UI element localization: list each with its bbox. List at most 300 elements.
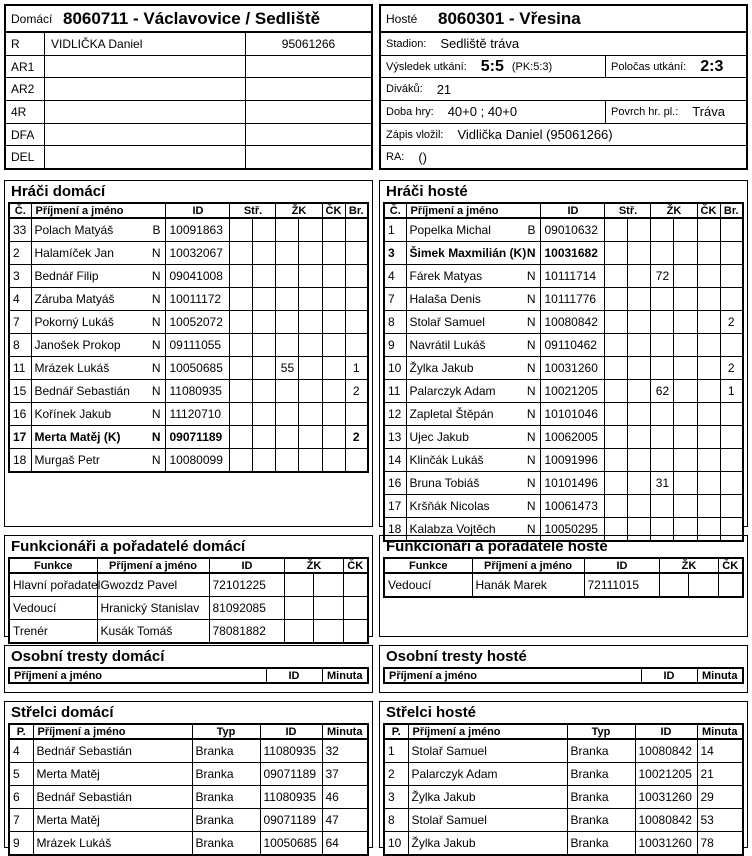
scorer-row <box>9 786 368 809</box>
official-id: 81092085 <box>209 597 285 620</box>
player-zk2 <box>299 288 322 311</box>
official-role: Vedoucí <box>384 573 472 597</box>
player-name: Záruba Matyáš <box>34 292 115 306</box>
player-id: 10091996 <box>541 449 605 472</box>
col-header-minute: Minuta <box>697 668 743 683</box>
player-name-cell <box>406 426 541 449</box>
player-str2 <box>628 380 651 403</box>
player-name-cell <box>31 334 166 357</box>
player-name-cell <box>31 242 166 265</box>
player-br <box>345 288 368 311</box>
player-position: N <box>526 246 536 260</box>
player-str1 <box>605 357 628 380</box>
player-name: Halaša Denis <box>409 292 481 306</box>
ra-value: () <box>418 149 428 165</box>
player-position: N <box>151 430 161 444</box>
player-row <box>384 242 743 265</box>
scorer-name: Mrázek Lukáš <box>33 832 192 856</box>
players-guest-panel <box>379 180 748 536</box>
player-name-cell <box>406 311 541 334</box>
player-str1 <box>605 218 628 242</box>
player-br <box>345 403 368 426</box>
player-name-cell <box>31 218 166 242</box>
official-zk2 <box>314 597 343 620</box>
col-header-minute: Minuta <box>697 724 743 739</box>
player-position: N <box>526 453 536 467</box>
player-zk2 <box>299 449 322 473</box>
spectators-value: 21 <box>436 81 452 97</box>
player-ck <box>697 357 720 380</box>
col-header-str: Stř. <box>230 203 276 218</box>
player-zk1: 55 <box>276 357 299 380</box>
player-str1 <box>230 426 253 449</box>
player-id: 10031260 <box>541 357 605 380</box>
col-header-p: P. <box>9 724 33 739</box>
player-name-cell <box>406 403 541 426</box>
player-str2 <box>253 426 276 449</box>
scorer-minute: 14 <box>697 739 743 763</box>
player-position: N <box>526 476 536 490</box>
player-row <box>9 449 368 473</box>
col-header-id: ID <box>641 668 697 683</box>
scorers-guest-panel <box>379 701 748 848</box>
scorer-order: 8 <box>384 809 408 832</box>
player-id: 10101046 <box>541 403 605 426</box>
player-ck <box>322 288 345 311</box>
referee-id <box>246 78 371 100</box>
player-row <box>384 218 743 242</box>
stadium-label: Stadion: <box>386 37 427 50</box>
col-header-name: Příjmení a jméno <box>97 558 209 573</box>
player-name: Zapletal Štěpán <box>409 407 494 421</box>
player-position: B <box>527 223 536 237</box>
player-str1 <box>230 242 253 265</box>
col-header-ck: ČK <box>322 203 345 218</box>
col-header-typ: Typ <box>192 724 260 739</box>
scorer-id: 10021205 <box>635 763 697 786</box>
player-zk2 <box>299 311 322 334</box>
col-header-id: ID <box>260 724 322 739</box>
scorer-minute: 78 <box>697 832 743 856</box>
referee-row <box>6 123 371 146</box>
col-header-p: P. <box>384 724 408 739</box>
player-row <box>384 311 743 334</box>
penalties-header-row <box>9 668 368 683</box>
player-br <box>345 242 368 265</box>
player-br: 2 <box>720 357 743 380</box>
player-name: Bruna Tobiáš <box>409 476 480 490</box>
player-num: 16 <box>384 472 406 495</box>
player-zk1 <box>276 449 299 473</box>
player-zk1 <box>651 218 674 242</box>
scorer-name: Palarczyk Adam <box>408 763 567 786</box>
col-header-ck: ČK <box>697 203 720 218</box>
player-zk2 <box>674 357 697 380</box>
officials-home-panel <box>4 535 373 637</box>
home-header-panel <box>4 4 373 170</box>
player-position: N <box>151 361 161 375</box>
col-header-name: Příjmení a jméno <box>406 203 541 218</box>
player-num: 14 <box>384 449 406 472</box>
guest-team-title: 8060301 - Vřesina <box>438 8 581 28</box>
player-num: 18 <box>384 518 406 542</box>
col-header-ck: ČK <box>718 558 743 573</box>
player-num: 4 <box>384 265 406 288</box>
col-header-name: Příjmení a jméno <box>384 668 641 683</box>
player-str2 <box>253 265 276 288</box>
player-br <box>720 218 743 242</box>
player-num: 2 <box>9 242 31 265</box>
player-name-cell <box>31 357 166 380</box>
player-zk1 <box>276 426 299 449</box>
referee-id <box>246 101 371 123</box>
player-str2 <box>253 242 276 265</box>
player-num: 7 <box>384 288 406 311</box>
player-str2 <box>628 403 651 426</box>
player-str1 <box>605 311 628 334</box>
surface-cell <box>606 101 746 123</box>
player-str2 <box>628 334 651 357</box>
official-id: 72111015 <box>584 573 660 597</box>
players-home-panel <box>4 180 373 527</box>
player-str2 <box>253 288 276 311</box>
player-zk1 <box>651 311 674 334</box>
scorer-id: 10080842 <box>635 809 697 832</box>
players-header-row <box>384 203 743 218</box>
player-str2 <box>253 334 276 357</box>
scorer-row <box>9 809 368 832</box>
scorer-name: Bednář Sebastián <box>33 739 192 763</box>
official-zk2 <box>314 573 343 597</box>
scorer-type: Branka <box>567 809 635 832</box>
scorers-header-row <box>384 724 743 739</box>
player-zk1: 72 <box>651 265 674 288</box>
col-header-num: Č. <box>9 203 31 218</box>
official-ck <box>718 573 743 597</box>
scorer-minute: 47 <box>322 809 368 832</box>
scorer-order: 1 <box>384 739 408 763</box>
penalties-home-table <box>8 667 369 684</box>
player-zk1 <box>651 242 674 265</box>
col-header-br: Br. <box>720 203 743 218</box>
submitted-label: Zápis vložil: <box>386 128 444 141</box>
player-name: Žylka Jakub <box>409 361 474 375</box>
player-id: 10080842 <box>541 311 605 334</box>
player-row <box>384 426 743 449</box>
player-str2 <box>628 311 651 334</box>
player-row <box>384 334 743 357</box>
player-row <box>9 242 368 265</box>
player-str1 <box>230 288 253 311</box>
official-ck <box>343 620 368 644</box>
home-label: Domácí <box>11 11 53 26</box>
player-position: N <box>151 384 161 398</box>
player-id: 10050295 <box>541 518 605 542</box>
player-num: 17 <box>384 495 406 518</box>
scorer-row <box>9 763 368 786</box>
officials-guest-table <box>383 557 744 598</box>
player-zk1 <box>276 288 299 311</box>
player-str1 <box>230 334 253 357</box>
player-str1 <box>605 449 628 472</box>
col-header-br: Br. <box>345 203 368 218</box>
player-str1 <box>605 265 628 288</box>
player-row <box>9 334 368 357</box>
player-str2 <box>253 357 276 380</box>
scorer-id: 10031260 <box>635 786 697 809</box>
player-position: N <box>151 292 161 306</box>
player-br <box>720 449 743 472</box>
halftime-cell <box>606 56 746 78</box>
player-zk2 <box>299 357 322 380</box>
player-name-cell <box>31 265 166 288</box>
scorer-minute: 32 <box>322 739 368 763</box>
player-ck <box>697 403 720 426</box>
official-ck <box>343 573 368 597</box>
stadium-row <box>381 33 746 55</box>
player-id: 10031682 <box>541 242 605 265</box>
result-label: Výsledek utkání: <box>386 60 467 73</box>
player-row <box>384 265 743 288</box>
players-home-table <box>8 202 369 473</box>
player-name: Klinčák Lukáš <box>409 453 484 467</box>
scorer-type: Branka <box>567 832 635 856</box>
scorer-order: 6 <box>9 786 33 809</box>
player-position: N <box>151 407 161 421</box>
player-zk2 <box>674 265 697 288</box>
col-header-minute: Minuta <box>322 724 368 739</box>
spectators-row <box>381 77 746 100</box>
player-name: Kořínek Jakub <box>34 407 112 421</box>
player-br <box>720 403 743 426</box>
spectators-label: Diváků: <box>386 83 423 96</box>
player-num: 17 <box>9 426 31 449</box>
submitted-value: Vidlička Daniel (95061266) <box>457 127 613 143</box>
surface-value: Tráva <box>692 104 726 120</box>
referee-role: AR2 <box>6 78 45 100</box>
penalties-home-panel <box>4 645 373 693</box>
player-str1 <box>230 403 253 426</box>
official-id: 72101225 <box>209 573 285 597</box>
scorer-type: Branka <box>567 739 635 763</box>
player-id: 10052072 <box>166 311 230 334</box>
officials-row <box>4 535 748 637</box>
player-num: 12 <box>384 403 406 426</box>
player-name: Stolař Samuel <box>409 315 485 329</box>
player-position: N <box>526 292 536 306</box>
official-role: Vedoucí <box>9 597 97 620</box>
player-name: Janošek Prokop <box>34 338 121 352</box>
player-row <box>384 380 743 403</box>
player-str1 <box>230 218 253 242</box>
player-zk2 <box>299 426 322 449</box>
referee-role: DEL <box>6 146 45 168</box>
scorer-row <box>9 832 368 856</box>
player-zk1 <box>276 334 299 357</box>
referee-role: 4R <box>6 101 45 123</box>
player-name-cell <box>406 265 541 288</box>
referee-id <box>246 146 371 168</box>
player-str1 <box>605 426 628 449</box>
scorers-home-table <box>8 723 369 856</box>
scorer-row <box>9 739 368 763</box>
player-id: 11120710 <box>166 403 230 426</box>
player-name: Murgaš Petr <box>34 453 100 467</box>
player-str2 <box>628 472 651 495</box>
player-ck <box>697 265 720 288</box>
referee-role: DFA <box>6 124 45 146</box>
player-name-cell <box>31 403 166 426</box>
player-row <box>384 449 743 472</box>
player-zk1: 62 <box>651 380 674 403</box>
player-str2 <box>628 357 651 380</box>
officials-guest-panel <box>379 535 748 637</box>
col-header-num: Č. <box>384 203 406 218</box>
player-num: 15 <box>9 380 31 403</box>
player-br <box>345 449 368 473</box>
player-ck <box>322 380 345 403</box>
player-str1 <box>605 403 628 426</box>
player-zk2 <box>674 495 697 518</box>
scorer-order: 4 <box>9 739 33 763</box>
penalties-guest-table <box>383 667 744 684</box>
scorer-type: Branka <box>192 786 260 809</box>
official-zk1 <box>660 573 689 597</box>
player-zk1 <box>276 218 299 242</box>
player-id: 10021205 <box>541 380 605 403</box>
player-name: Halamíček Jan <box>34 246 114 260</box>
home-officials-list <box>6 33 371 168</box>
player-name: Šimek Maxmilián (K) <box>409 246 527 260</box>
referee-name <box>45 56 246 78</box>
col-header-funkce: Funkce <box>384 558 472 573</box>
player-str1 <box>230 311 253 334</box>
player-br <box>720 472 743 495</box>
player-br: 2 <box>345 426 368 449</box>
referee-name <box>45 101 246 123</box>
referee-name <box>45 146 246 168</box>
player-id: 10050685 <box>166 357 230 380</box>
player-zk2 <box>674 311 697 334</box>
scorer-row <box>384 763 743 786</box>
player-str1 <box>605 288 628 311</box>
player-row <box>384 288 743 311</box>
player-str2 <box>253 218 276 242</box>
player-str2 <box>628 265 651 288</box>
player-name-cell <box>31 311 166 334</box>
player-num: 3 <box>384 242 406 265</box>
referee-id <box>246 56 371 78</box>
official-role: Hlavní pořadatel <box>9 573 97 597</box>
player-zk1 <box>276 311 299 334</box>
player-name-cell <box>406 380 541 403</box>
official-row <box>9 620 368 644</box>
player-br: 2 <box>720 311 743 334</box>
player-zk1 <box>651 357 674 380</box>
player-str1 <box>230 380 253 403</box>
player-row <box>9 311 368 334</box>
result-cell <box>381 56 606 78</box>
player-id: 10061473 <box>541 495 605 518</box>
player-position: N <box>526 338 536 352</box>
scorer-order: 10 <box>384 832 408 856</box>
player-br: 1 <box>345 357 368 380</box>
player-id: 10091863 <box>166 218 230 242</box>
player-zk1 <box>276 380 299 403</box>
official-role: Trenér <box>9 620 97 644</box>
player-row <box>9 265 368 288</box>
referee-row <box>6 55 371 78</box>
player-id: 09111055 <box>166 334 230 357</box>
scorer-row <box>384 809 743 832</box>
player-zk1 <box>651 426 674 449</box>
player-ck <box>697 242 720 265</box>
officials-header-row <box>384 558 743 573</box>
referee-row <box>6 145 371 168</box>
player-name-cell <box>31 449 166 473</box>
player-num: 13 <box>384 426 406 449</box>
player-zk2 <box>674 288 697 311</box>
scorer-minute: 53 <box>697 809 743 832</box>
official-name: Hanák Marek <box>472 573 584 597</box>
player-br <box>345 218 368 242</box>
player-num: 3 <box>9 265 31 288</box>
playtime-cell <box>381 101 606 123</box>
player-zk1 <box>651 288 674 311</box>
scorer-minute: 64 <box>322 832 368 856</box>
player-zk2 <box>299 218 322 242</box>
player-name: Popelka Michal <box>409 223 491 237</box>
player-str1 <box>605 242 628 265</box>
col-header-id: ID <box>266 668 322 683</box>
scorer-name: Stolař Samuel <box>408 809 567 832</box>
scorer-id: 11080935 <box>260 786 322 809</box>
player-row <box>9 218 368 242</box>
player-zk1 <box>651 334 674 357</box>
player-row <box>384 495 743 518</box>
player-position: B <box>152 223 161 237</box>
player-id: 10101496 <box>541 472 605 495</box>
official-name: Gwozdz Pavel <box>97 573 209 597</box>
player-name-cell <box>406 357 541 380</box>
player-id: 10111776 <box>541 288 605 311</box>
scorer-type: Branka <box>567 763 635 786</box>
player-ck <box>697 449 720 472</box>
col-header-ck: ČK <box>343 558 368 573</box>
player-zk2 <box>299 242 322 265</box>
player-position: N <box>151 315 161 329</box>
player-ck <box>322 357 345 380</box>
player-ck <box>697 311 720 334</box>
player-zk2 <box>674 218 697 242</box>
player-id: 09071189 <box>166 426 230 449</box>
player-name: Bednář Sebastián <box>34 384 130 398</box>
player-br <box>720 242 743 265</box>
official-name: Hranický Stanislav <box>97 597 209 620</box>
player-ck <box>697 380 720 403</box>
player-br <box>345 311 368 334</box>
player-row <box>9 380 368 403</box>
player-name: Ujec Jakub <box>409 430 469 444</box>
player-str2 <box>628 288 651 311</box>
player-name-cell <box>31 426 166 449</box>
player-zk1 <box>276 242 299 265</box>
penalties-guest-title: Osobní tresty hosté <box>386 648 527 665</box>
player-br <box>720 426 743 449</box>
player-zk2 <box>299 334 322 357</box>
col-header-zk: ŽK <box>660 558 718 573</box>
player-zk2 <box>299 403 322 426</box>
